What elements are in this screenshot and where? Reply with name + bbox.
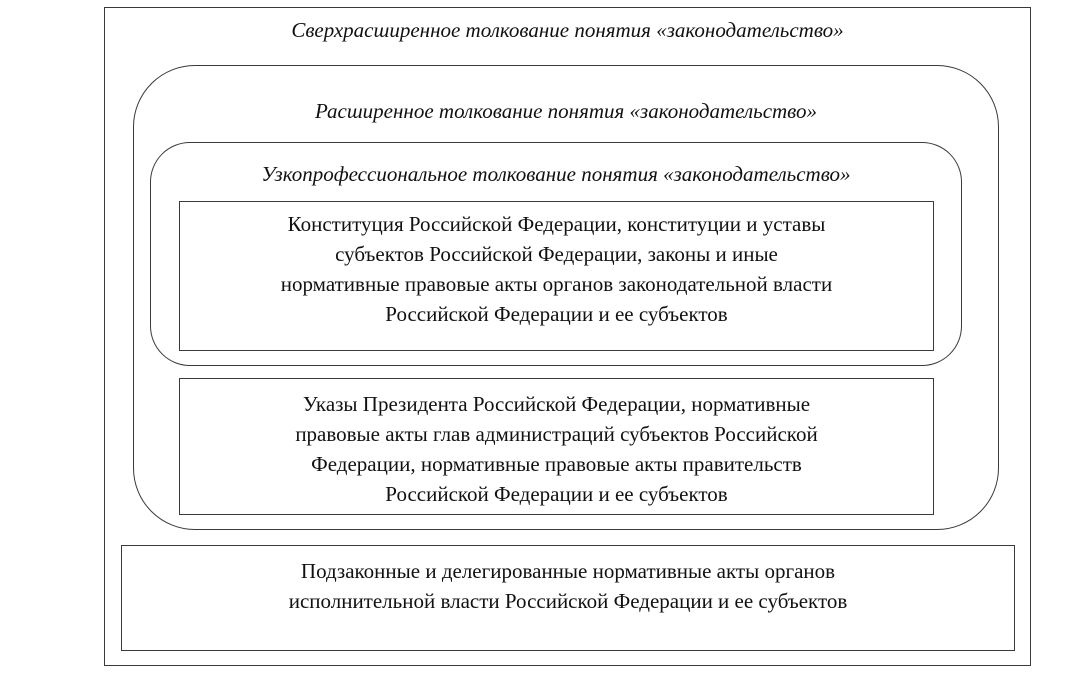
constitution-line: Российской Федерации и ее субъектов — [385, 302, 728, 326]
super-extended-title: Сверхрасширенное толкование понятия «законодательство» — [291, 18, 844, 42]
bylaws-line: Подзаконные и делегированные нормативные акты органов — [300, 559, 836, 583]
decrees-line: правовые акты глав администраций субъектов Российской — [295, 422, 818, 446]
constitution-line: субъектов Российской Федерации, законы и иные — [335, 242, 778, 266]
constitution-line: нормативные правовые акты органов законодательной власти — [280, 272, 833, 296]
constitution-line: Конституция Российской Федерации, конституции и уставы — [287, 212, 826, 236]
decrees-line: Федерации, нормативные правовые акты правительств — [311, 452, 802, 476]
decrees-line: Указы Президента Российской Федерации, нормативные — [302, 392, 811, 416]
decrees-text — [179, 389, 934, 509]
bylaws-text — [121, 556, 1015, 616]
extended-title: Расширенное толкование понятия «законодательство» — [314, 99, 818, 123]
narrow-title: Узкопрофессиональное толкование понятия «законодательство» — [261, 162, 851, 186]
constitution-text — [179, 209, 934, 329]
decrees-line: Российской Федерации и ее субъектов — [385, 482, 728, 506]
bylaws-line: исполнительной власти Российской Федерации и ее субъектов — [288, 589, 848, 613]
